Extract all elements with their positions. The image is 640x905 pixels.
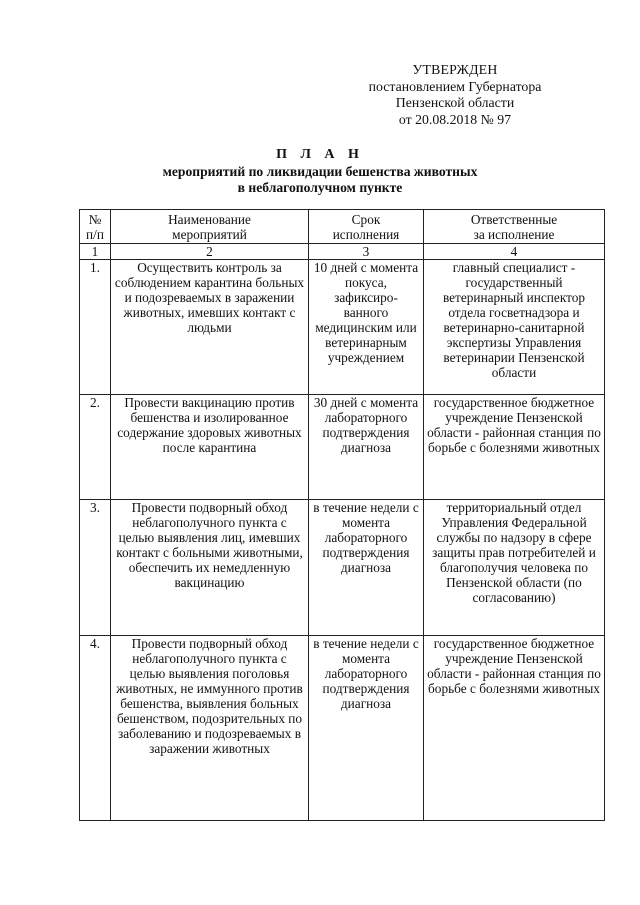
header-cell-action: Наименование мероприятий [111,210,309,244]
document-title [0,147,640,196]
table-header-row [80,210,605,244]
row-responsible: государственное бюджетное учреждение Пензенской области - районная станция по борьбе с болезнями животных [424,636,605,821]
table-row [80,636,605,821]
approval-stamp [350,62,560,128]
row-number: 3. [80,500,111,636]
index-cell: 3 [309,244,424,260]
row-number: 1. [80,260,111,395]
measures-table [79,209,605,821]
row-term: 10 дней с момента покуса, зафиксиро-ванного медицинским или ветеринарным учреждением [309,260,424,395]
approval-line: от 20.08.2018 № 97 [398,111,512,127]
title-line: мероприятий по ликвидации бешенства животных [162,164,478,179]
row-term: 30 дней с момента лабораторного подтверждения диагноза [309,395,424,500]
row-responsible: территориальный отдел Управления Федеральной службы по надзору в сфере защиты прав потребителей и благополучия человека по Пензенской области (по согласованию) [424,500,605,636]
row-number: 4. [80,636,111,821]
index-cell: 4 [424,244,605,260]
table-row [80,500,605,636]
index-cell: 1 [80,244,111,260]
row-action: Провести вакцинацию против бешенства и изолированное содержание здоровых животных после карантина [111,395,309,500]
row-action: Провести подворный обход неблагополучного пункта с целью выявления поголовья животных, не иммунного против бешенства, выявления больных бешенством, подозрительных по заболеванию и подозреваемых в заражении животных [111,636,309,821]
row-action: Провести подворный обход неблагополучного пункта с целью выявления лиц, имевших контакт с больными животными, обеспечить их немедленную вакцинацию [111,500,309,636]
row-term: в течение недели с момента лабораторного подтверждения диагноза [309,636,424,821]
approval-heading: УТВЕРЖДЕН [412,62,498,77]
table-row [80,395,605,500]
row-term: в течение недели с момента лабораторного подтверждения диагноза [309,500,424,636]
approval-line: Пензенской области [395,95,515,110]
column-index-row [80,244,605,260]
row-responsible: главный специалист - государственный ветеринарный инспектор отдела госветнадзора и ветеринарно-санитарной экспертизы Управления ветеринарии Пензенской области [424,260,605,395]
title-line: в неблагополучном пункте [237,180,403,195]
row-responsible: государственное бюджетное учреждение Пензенской области - районная станция по борьбе с болезнями животных [424,395,605,500]
approval-line: постановлением Губернатора [368,78,542,94]
index-cell: 2 [111,244,309,260]
row-action: Осуществить контроль за соблюдением карантина больных и подозреваемых в заражении животных, имевших контакт с людьми [111,260,309,395]
header-cell-term: Срок исполнения [309,210,424,244]
plan-heading: П Л А Н [276,147,364,162]
row-number: 2. [80,395,111,500]
table-row [80,260,605,395]
header-cell-responsible: Ответственные за исполнение [424,210,605,244]
header-cell-number: № п/п [80,210,111,244]
